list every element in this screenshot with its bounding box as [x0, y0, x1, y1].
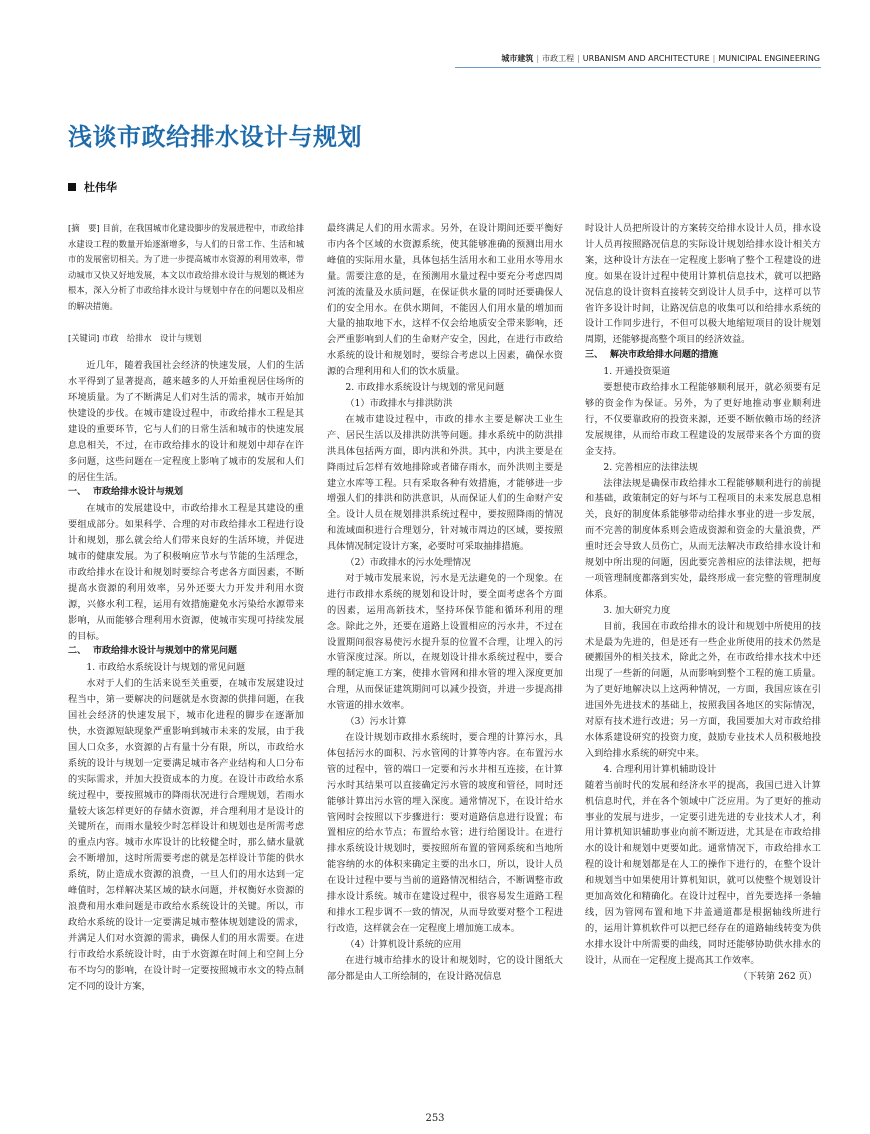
column-1: [68, 221, 304, 994]
subsection-heading: 2. 市政排水系统设计与规划的常见问题: [345, 382, 505, 394]
header-section-en: URBANISM AND ARCHITECTURE: [582, 54, 710, 63]
subsection-heading: （4）计算机设计系统的应用: [345, 938, 462, 950]
column-3: [585, 221, 821, 985]
subsection-heading: （1）市政排水与排洪防洪: [345, 397, 453, 409]
abstract-label: [摘 要]: [68, 223, 100, 233]
paragraph: 对于城市发展来说，污水是无法避免的一个现象。在进行市政排水系统的规划和设计时，要全面考虑各个方面的因素，运用高新技术，坚持环保节能和循环利用的理念。除此之外，还要在道路上设置相应的污水井，不过在设置期间很容易使污水提升泵的位置不合理，让埋入的污水管深度过深。所以，在规划设计排水系统过程中，要合理的制定施工方案，使排水管网和排水管的埋入深度更加合理，从而保证建筑期间可以减少投资，并进一步提高排水管道的排水效率。: [327, 572, 563, 712]
article-title: 浅谈市政给排水设计与规划: [68, 123, 362, 151]
author-name: 杜伟华: [84, 181, 117, 194]
subsection-heading: 4. 合理利用计算机辅助设计: [603, 763, 717, 775]
paragraph: 在设计规划市政排水系统时，要合理的计算污水，具体包括污水的面积、污水管网的计算等内容。在布置污水管的过程中，管的端口一定要和污水井相互连接，在计算污水时其结果可以直接确定污水管的坡度和管径，同时还能够计算出污水管的埋入深度。通常情况下，在设计给水管网时会按照以下步骤进行：要对道路信息进行设置；布置相应的给水节点；布置给水管；进行给图设计。在进行排水系统设计规划时，要按照所布置的管网系统和当地所能容纳的水的体积来确定主要的出水口，所以，设计人员在设计过程中要与当前的道路情况相结合，不断调整市政排水设计系统。城市在建设过程中，很容易发生道路工程和排水工程步调不一致的情况，从而导致要对整个工程进行改造，这样就会在一定程度上增加施工成本。: [327, 732, 563, 934]
paragraph: 在城市的发展建设中，市政给排水工程是其建设的重要组成部分。如果科学、合理的对市政给排水工程进行设计和规划，那么就会给人们带来良好的生活环境，并促进城市的健康发展。为了积极响应节水与节能的生活理念，市政给排水在设计和规划时要综合考虑各方面因素，不断提高水资源的利用效率，另外还要大力开发并利用水资源，兴修水利工程，运用有效措施避免水污染给水源带来影响，从而能够合理利用水资源，使城市实现可持续发展的目标。: [68, 503, 304, 642]
keywords-text: 市政 给排水 设计与规划: [102, 332, 202, 343]
subsection-heading: 3. 加大研究力度: [603, 604, 671, 616]
page-number: 253: [425, 1113, 445, 1124]
header-section: 城市建筑: [501, 54, 534, 63]
subsection-heading: 2. 完善相应的法律法规: [603, 461, 698, 473]
abstract-text: 目前，在我国城市化建设脚步的发展进程中，市政给排水建设工程的数量开始逐渐增多，与人们的日常工作、生活和城市的发展密切相关。为了进一步提高城市水资源的利用效率，带动城市又快又好地发展，本文以市政给排水设计与规划的概述为根本，深入分析了市政给排水设计与规划中存在的问题以及相应的解决措施。: [68, 223, 304, 311]
paragraph: 最终满足人们的用水需求。另外，在设计期间还要平衡好市内各个区域的水资源系统，使其能够准确的预测出用水峰值的实际用水量，具体包括生活用水和工业用水等用水量。需要注意的是，在预测用水量过程中要充分考虑四周河流的流量及水质问题，在保证供水量的同时还要确保人们的安全用水。在供水期间，不能因人们用水量的增加而大量的抽取地下水，这样不仅会给地质安全带来影响，还会严重影响到人们的生命财产安全，因此，在进行市政给水系统的设计和规划时，要综合考虑以上因素，确保水资源的合理利用和人们的饮水质量。: [327, 223, 563, 378]
keywords-label: [关键词]: [68, 332, 100, 343]
section-heading: 二、 市政给排水设计与规划中的常见问题: [68, 646, 238, 657]
paragraph: 近几年，随着我国社会经济的快速发展，人们的生活水平得到了显著提高，越来越多的人开始重视居住场所的环境质量。为了不断满足人们对生活的需求，城市开始加快建设的步伐。在城市建设过程中，市政给排水工程是其建设的重要环节，它与人们的日常生活和城市的快速发展息息相关，不过，在市政给排水的设计和规划中却存在许多问题，这些问题在一定程度上影响了城市的发展和人们的居住生活。: [68, 360, 304, 483]
header-rule: [455, 67, 821, 68]
header-divider: |: [577, 54, 580, 63]
abstract: [68, 221, 304, 315]
header-subsection-en: MUNICIPAL ENGINEERING: [718, 54, 820, 63]
paragraph: 时设计人员把所设计的方案转交给排水设计人员，排水设计人员再按照路况信息的实际设计规划给排水设计相关方案，这种设计方法在一定程度上影响了整个工程建设的进度。如果在设计过程中使用计算机信息技术，就可以把路况信息的设计资料直接转交到设计人员手中，这样可以节省许多设计时间，让路况信息的收集可以和给排水系统的设计工作同步进行，不但可以极大地缩短项目的设计规划周期，还能够提高整个项目的经济效益。: [585, 223, 821, 346]
paragraph: 在城市建设过程中，市政的排水主要是解决工业生产、居民生活以及排洪防洪等问题。排水系统中的防洪排洪具体包括两方面，即内洪和外洪。其中，内洪主要是在降雨过后怎样有效地排除或者储存雨水，而外洪则主要是建立水库等工程。只有采取各种有效措施，才能够进一步增强人们的排洪和防洪意识，从而保证人们的生命财产安全。设计人员在规划排洪系统过程中，要按照降雨的情况和流域面积进行合理划分，针对城市周边的区域，要按照具体情况制定设计方案，必要时可采取抽排措施。: [327, 413, 563, 553]
paragraph: 随着当前时代的发展和经济水平的提高，我国已进入计算机信息时代，并在各个领域中广泛应用。为了更好的推动事业的发展与进步，一定要引进先进的专业技术人才，利用计算机知识辅助事业向前不断迈进，尤其是在市政给排水的设计和规划中更要如此。通常情况下，市政给排水工程的设计和规划都是在人工的操作下进行的，在整个设计和规划当中如果使用计算机知识，就可以使整个规划设计更加高效化和精确化。在设计过程中，首先要选择一条轴线，因为管网布置和地下井盖通道都是根据轴线所进行的，运用计算机软件可以把已经存在的道路轴线转变为供水排水设计中所需要的曲线，同时还能够协助供水排水的设计，从而在一定程度上提高其工作效率。: [585, 779, 821, 966]
subsection-heading: （3）污水计算: [345, 716, 407, 728]
header-subsection: 市政工程: [542, 54, 575, 63]
paragraph: 在进行城市给排水的设计和规划时，它的设计图纸大部分都是由人工所绘制的，在设计路况信息: [327, 954, 563, 982]
continued-note: （下转第 262 页）: [738, 970, 817, 982]
section-heading: 一、 市政给排水设计与规划: [68, 487, 184, 498]
subsection-heading: （2）市政排水的污水处理情况: [345, 557, 471, 569]
section-heading: 三、 解决市政给排水问题的措施: [585, 350, 719, 361]
author-line: [68, 179, 117, 195]
subsection-heading: 1. 市政给水系统设计与规划的常见问题: [86, 662, 246, 674]
subsection-heading: 1. 开通投资渠道: [603, 366, 671, 378]
keywords: [68, 331, 304, 347]
running-header: [450, 53, 820, 64]
paragraph: 法律法规是确保市政给排水工程能够顺利进行的前提和基础，政策制定的好与坏与工程项目的未来发展息息相关，良好的制度体系能够带动给排水事业的进一步发展，而不完善的制度体系则会造成资源和资金的大量浪费，严重时还会导致人员伤亡，从而无法解决市政给排水设计和规划中所出现的问题，因此要完善相应的法律法规，把每一项管理制度都落到实处，最终形成一套完整的管理制度体系。: [585, 477, 821, 600]
square-bullet-icon: [68, 183, 76, 191]
header-divider: |: [712, 54, 716, 63]
paragraph: 水对于人们的生活来说至关重要，在城市发展建设过程当中，第一要解决的问题就是水资源的供排问题，在我国社会经济的快速发展下，城市化进程的脚步在逐渐加快，水资源短缺现象严重影响到城市未来的发展，由于我国人口众多，水资源的占有量十分有限，所以，市政给水系统的设计与规划一定要满足城市各产业结构和人口分布的实际需求，并加大投资成本的力度。在设计市政给水系统过程中，要按照城市的降雨状况进行合理规划，若雨水量较大该怎样更好的存储水资源，并合理利用才是设计的关键所在，而雨水量较少时怎样设计和规划也是所需考虑的重点内容。城市水库设计的比较健全时，那么储水量就会不断增加，这时所需要考虑的就是怎样设计节能的供水系统，防止造成水资源的浪费，一旦人们的用水达到一定峰值时，怎样解决某区域的缺水问题，并权衡好水资源的浪费和用水难问题是市政给水系统设计的关键。所以，市政给水系统的设计一定要满足城市整体规划建设的需求，并满足人们对水资源的需求，确保人们的用水需要。在进行市政给水系统设计时，由于水资源在时间上和空间上分布不均匀的影响，在设计时一定要按照城市水文的特点制定不同的设计方案，: [68, 678, 304, 992]
paragraph: 要想使市政给排水工程能够顺利展开，就必须要有足够的资金作为保证。另外，为了更好地推动事业顺利进行，不仅要靠政府的投资来源，还要不断依赖市场的经济发展规律，从而给市政工程建设的发展带来各个方面的资金支持。: [585, 382, 821, 457]
paragraph: 目前，我国在市政给排水的设计和规划中所使用的技术是最为先进的，但是还有一些企业所使用的技术仍然是硬搬国外的相关技术，除此之外，在市政给排水技术中还出现了一些新的问题，从而影响到整个工程的施工质量。为了更好地解决以上这两种情况，一方面，我国应该在引进国外先进技术的基础上，按照我国各地区的实际情况，对原有技术进行改进；另一方面，我国要加大对市政给排水体系建设研究的投资力度，鼓励专业技术人员积极地投入到给排水系统的研究中来。: [585, 620, 821, 759]
column-2: [327, 221, 563, 985]
header-divider: |: [536, 54, 540, 63]
